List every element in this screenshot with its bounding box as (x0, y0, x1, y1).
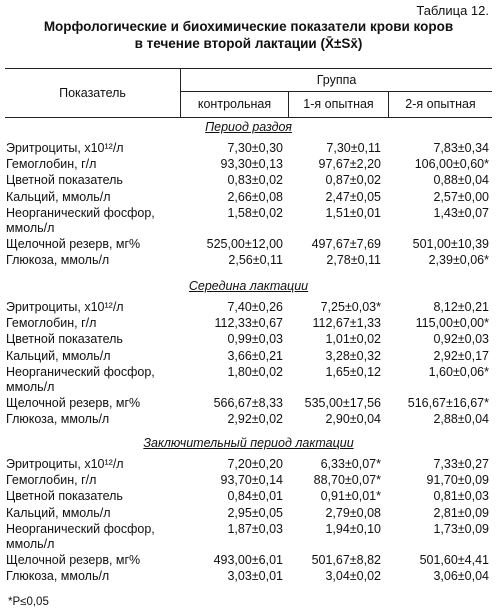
row-label-line: Неорганический фосфор, (6, 364, 155, 379)
cell-exp2: 2,92±0,17 (433, 348, 489, 363)
cell-exp1: 535,00±17,56 (304, 396, 381, 411)
row-label-line: Кальций, ммоль/л (6, 505, 111, 520)
cell-control: 566,67±8,33 (213, 396, 283, 411)
footnote: *P≤0,05 (8, 596, 49, 608)
row-label (6, 412, 109, 427)
cell-control: 112,33±0,67 (214, 316, 283, 331)
cell-control: 0,99±0,03 (227, 332, 283, 347)
row-label (6, 396, 140, 411)
cell-exp2: 2,88±0,04 (433, 412, 489, 427)
row-label (6, 300, 124, 315)
row-label (6, 141, 124, 156)
cell-exp2: 2,81±0,09 (433, 505, 489, 520)
row-label (6, 173, 123, 188)
row-label (6, 316, 96, 331)
row-label-line: Щелочной резерв, мг% (6, 237, 141, 252)
row-label-line: Цветной показатель (6, 489, 123, 504)
cell-exp1: 7,25±0,03* (320, 300, 381, 314)
cell-exp1: 0,91±0,01* (320, 489, 381, 504)
row-label (6, 190, 111, 205)
cell-control: 2,56±0,11 (228, 253, 283, 268)
cell-exp1: 3,28±0,32 (325, 348, 381, 363)
cell-control: 93,30±0,13 (220, 157, 283, 172)
cell-exp2: 501,60±4,41 (419, 553, 489, 568)
row-label-line: Глюкоза, ммоль/л (6, 569, 110, 584)
cell-control: 1,58±0,02 (227, 205, 283, 220)
section-title: Заключительный период лактации (143, 436, 354, 450)
row-label (6, 206, 155, 236)
row-label (6, 522, 155, 552)
row-label-line: ммоль/л (6, 220, 55, 235)
table-number: Таблица 12. (416, 3, 489, 18)
row-label-line: Неорганический фосфор, (6, 521, 155, 536)
cell-exp1: 1,65±0,12 (325, 364, 381, 379)
row-label (6, 157, 96, 172)
cell-control: 2,66±0,08 (227, 189, 283, 204)
cell-control: 1,80±0,02 (227, 364, 283, 379)
cell-exp2: 1,60±0,06* (428, 364, 489, 379)
cell-exp2: 501,00±10,39 (412, 237, 489, 252)
row-label-line: Неорганический фосфор, (6, 205, 155, 220)
row-label-line: Щелочной резерв, мг% (6, 396, 141, 411)
cell-exp1: 2,79±0,08 (325, 505, 381, 520)
cell-exp1: 3,04±0,02 (325, 569, 381, 584)
cell-exp1: 2,47±0,05 (325, 189, 381, 204)
cell-exp2: 3,06±0,04 (433, 569, 489, 584)
cell-exp2: 1,43±0,07 (433, 205, 489, 220)
cell-exp2: 1,73±0,09 (433, 521, 489, 536)
cell-exp2: 516,67±16,67* (407, 396, 489, 411)
row-label-line: Эритроциты, х10¹²/л (6, 141, 124, 155)
cell-control: 0,83±0,02 (227, 173, 283, 188)
row-label (6, 237, 140, 252)
cell-exp2: 115,00±0,00* (415, 316, 489, 331)
cell-control: 7,20±0,20 (227, 457, 283, 471)
cell-exp1: 112,67±1,33 (312, 316, 381, 331)
cell-exp1: 2,78±0,11 (326, 253, 381, 268)
row-label (6, 253, 109, 268)
cell-exp1: 6,33±0,07* (320, 457, 381, 471)
row-label-line: Глюкоза, ммоль/л (6, 253, 110, 268)
row-label (6, 349, 111, 364)
table-header (5, 68, 492, 118)
row-label (6, 457, 124, 472)
cell-exp2: 91,70±0,09 (426, 473, 489, 488)
row-label (6, 365, 155, 395)
cell-exp1: 1,94±0,10 (325, 521, 381, 536)
title-line-1: Морфологические и биохимические показатели крови коров (43, 19, 454, 34)
cell-control: 7,40±0,26 (227, 300, 283, 314)
cell-control: 3,66±0,21 (227, 348, 283, 363)
cell-exp1: 1,51±0,01 (325, 205, 381, 220)
row-label-line: Щелочной резерв, мг% (6, 553, 141, 568)
header-col-exp1: 1-я опытная (289, 92, 389, 117)
cell-exp2: 106,00±0,60* (414, 157, 489, 172)
row-label-line: ммоль/л (6, 536, 55, 551)
cell-exp2: 0,92±0,03 (433, 332, 489, 347)
header-group: Группа (181, 69, 492, 92)
cell-control: 7,30±0,30 (227, 141, 283, 155)
row-label-line: Гемоглобин, г/л (6, 316, 97, 331)
cell-control: 2,95±0,05 (227, 505, 283, 520)
cell-exp2: 7,83±0,34 (433, 141, 489, 155)
cell-exp2: 2,39±0,06* (428, 253, 489, 268)
cell-exp1: 97,67±2,20 (318, 157, 381, 172)
row-label-line: Цветной показатель (6, 332, 123, 347)
header-col-control: контрольная (181, 92, 289, 117)
cell-exp2: 8,12±0,21 (433, 300, 489, 314)
cell-exp1: 501,67±8,82 (311, 553, 381, 568)
header-indicator: Показатель (5, 69, 181, 117)
section-title: Середина лактации (188, 279, 309, 293)
cell-exp1: 88,70±0,07* (313, 473, 381, 488)
cell-control: 2,92±0,02 (227, 412, 283, 427)
section-title: Период раздоя (205, 120, 292, 134)
cell-exp1: 7,30±0,11 (326, 141, 381, 155)
cell-control: 0,84±0,01 (227, 489, 283, 504)
cell-exp1: 0,87±0,02 (325, 173, 381, 188)
row-label-line: Гемоглобин, г/л (6, 157, 97, 172)
cell-exp2: 7,33±0,27 (433, 457, 489, 471)
cell-exp2: 0,81±0,03 (433, 489, 489, 504)
cell-control: 1,87±0,03 (227, 521, 283, 536)
table-title (0, 18, 497, 52)
row-label (6, 473, 96, 488)
row-label-line: Цветной показатель (6, 173, 123, 188)
title-line-2: в течение второй лактации (X̄±Sx̄) (134, 36, 363, 51)
row-label-line: ммоль/л (6, 379, 55, 394)
cell-control: 525,00±12,00 (206, 237, 283, 252)
cell-exp1: 1,01±0,02 (325, 332, 381, 347)
row-label-line: Гемоглобин, г/л (6, 473, 97, 488)
header-col-exp2: 2-я опытная (405, 97, 476, 111)
cell-exp2: 2,57±0,00 (433, 189, 489, 204)
row-label-line: Глюкоза, ммоль/л (6, 412, 110, 427)
row-label (6, 506, 111, 521)
row-label-line: Эритроциты, х10¹²/л (6, 300, 124, 314)
cell-exp1: 2,90±0,04 (325, 412, 381, 427)
row-label-line: Эритроциты, х10¹²/л (6, 457, 124, 471)
row-label (6, 553, 140, 568)
cell-control: 493,00±6,01 (213, 553, 283, 568)
cell-control: 93,70±0,14 (220, 473, 283, 488)
row-label-line: Кальций, ммоль/л (6, 348, 111, 363)
cell-exp2: 0,88±0,04 (433, 173, 489, 188)
row-label (6, 569, 109, 584)
cell-control: 3,03±0,01 (227, 569, 283, 584)
row-label-line: Кальций, ммоль/л (6, 189, 111, 204)
row-label (6, 332, 123, 347)
cell-exp1: 497,67±7,69 (311, 237, 381, 252)
row-label (6, 489, 123, 504)
